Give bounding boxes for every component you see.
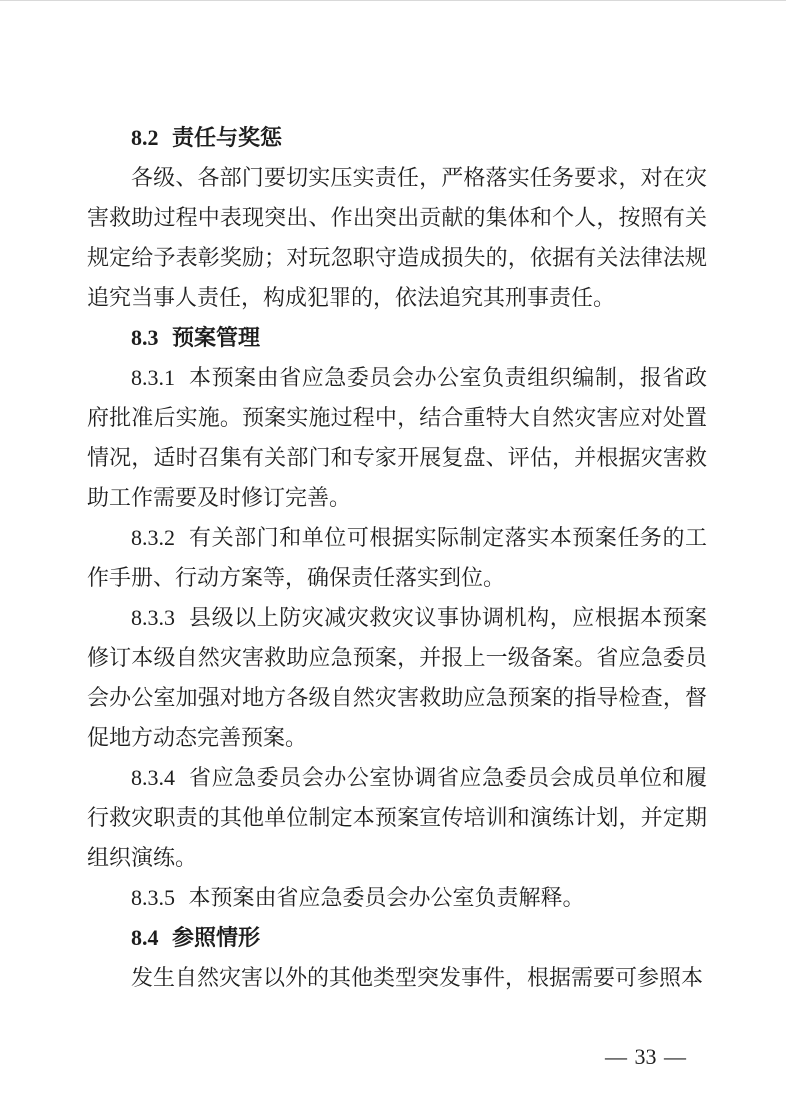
paragraph-8-3-4: 8.3.4 省应急委员会办公室协调省应急委员会成员单位和履行救灾职责的其他单位制定本预案宣传培训和演练计划，并定期组织演练。 <box>87 765 707 870</box>
paragraph-responsibility-rewards: 各级、各部门要切实压实责任，严格落实任务要求，对在灾害救助过程中表现突出、作出突出贡献的集体和个人，按照有关规定给予表彰奖励；对玩忽职守造成损失的，依据有关法律法规追究当事人责任，构成犯罪的，依法追究其刑事责任。 <box>87 165 707 310</box>
section-heading-8-4: 8.4 参照情形 <box>131 925 261 950</box>
paragraph-8-3-1: 8.3.1 本预案由省应急委员会办公室负责组织编制，报省政府批准后实施。预案实施过程中，结合重特大自然灾害应对处置情况，适时召集有关部门和专家开展复盘、评估，并根据灾害救助工作需要及时修订完善。 <box>87 365 707 510</box>
paragraph-8-3-2: 8.3.2 有关部门和单位可根据实际制定落实本预案任务的工作手册、行动方案等，确保责任落实到位。 <box>87 525 707 590</box>
paragraph-reference-situations: 发生自然灾害以外的其他类型突发事件，根据需要可参照本 <box>131 965 704 990</box>
paragraph-8-3-5: 8.3.5 本预案由省应急委员会办公室负责解释。 <box>131 885 585 910</box>
section-heading-8-3: 8.3 预案管理 <box>131 325 261 350</box>
page-number: — 33 — <box>605 1044 686 1069</box>
document-body <box>87 118 707 998</box>
section-heading-8-2: 8.2 责任与奖惩 <box>131 125 283 150</box>
paragraph-8-3-3: 8.3.3 县级以上防灾减灾救灾议事协调机构，应根据本预案修订本级自然灾害救助应急预案，并报上一级备案。省应急委员会办公室加强对地方各级自然灾害救助应急预案的指导检查，督促地方动态完善预案。 <box>87 605 707 750</box>
